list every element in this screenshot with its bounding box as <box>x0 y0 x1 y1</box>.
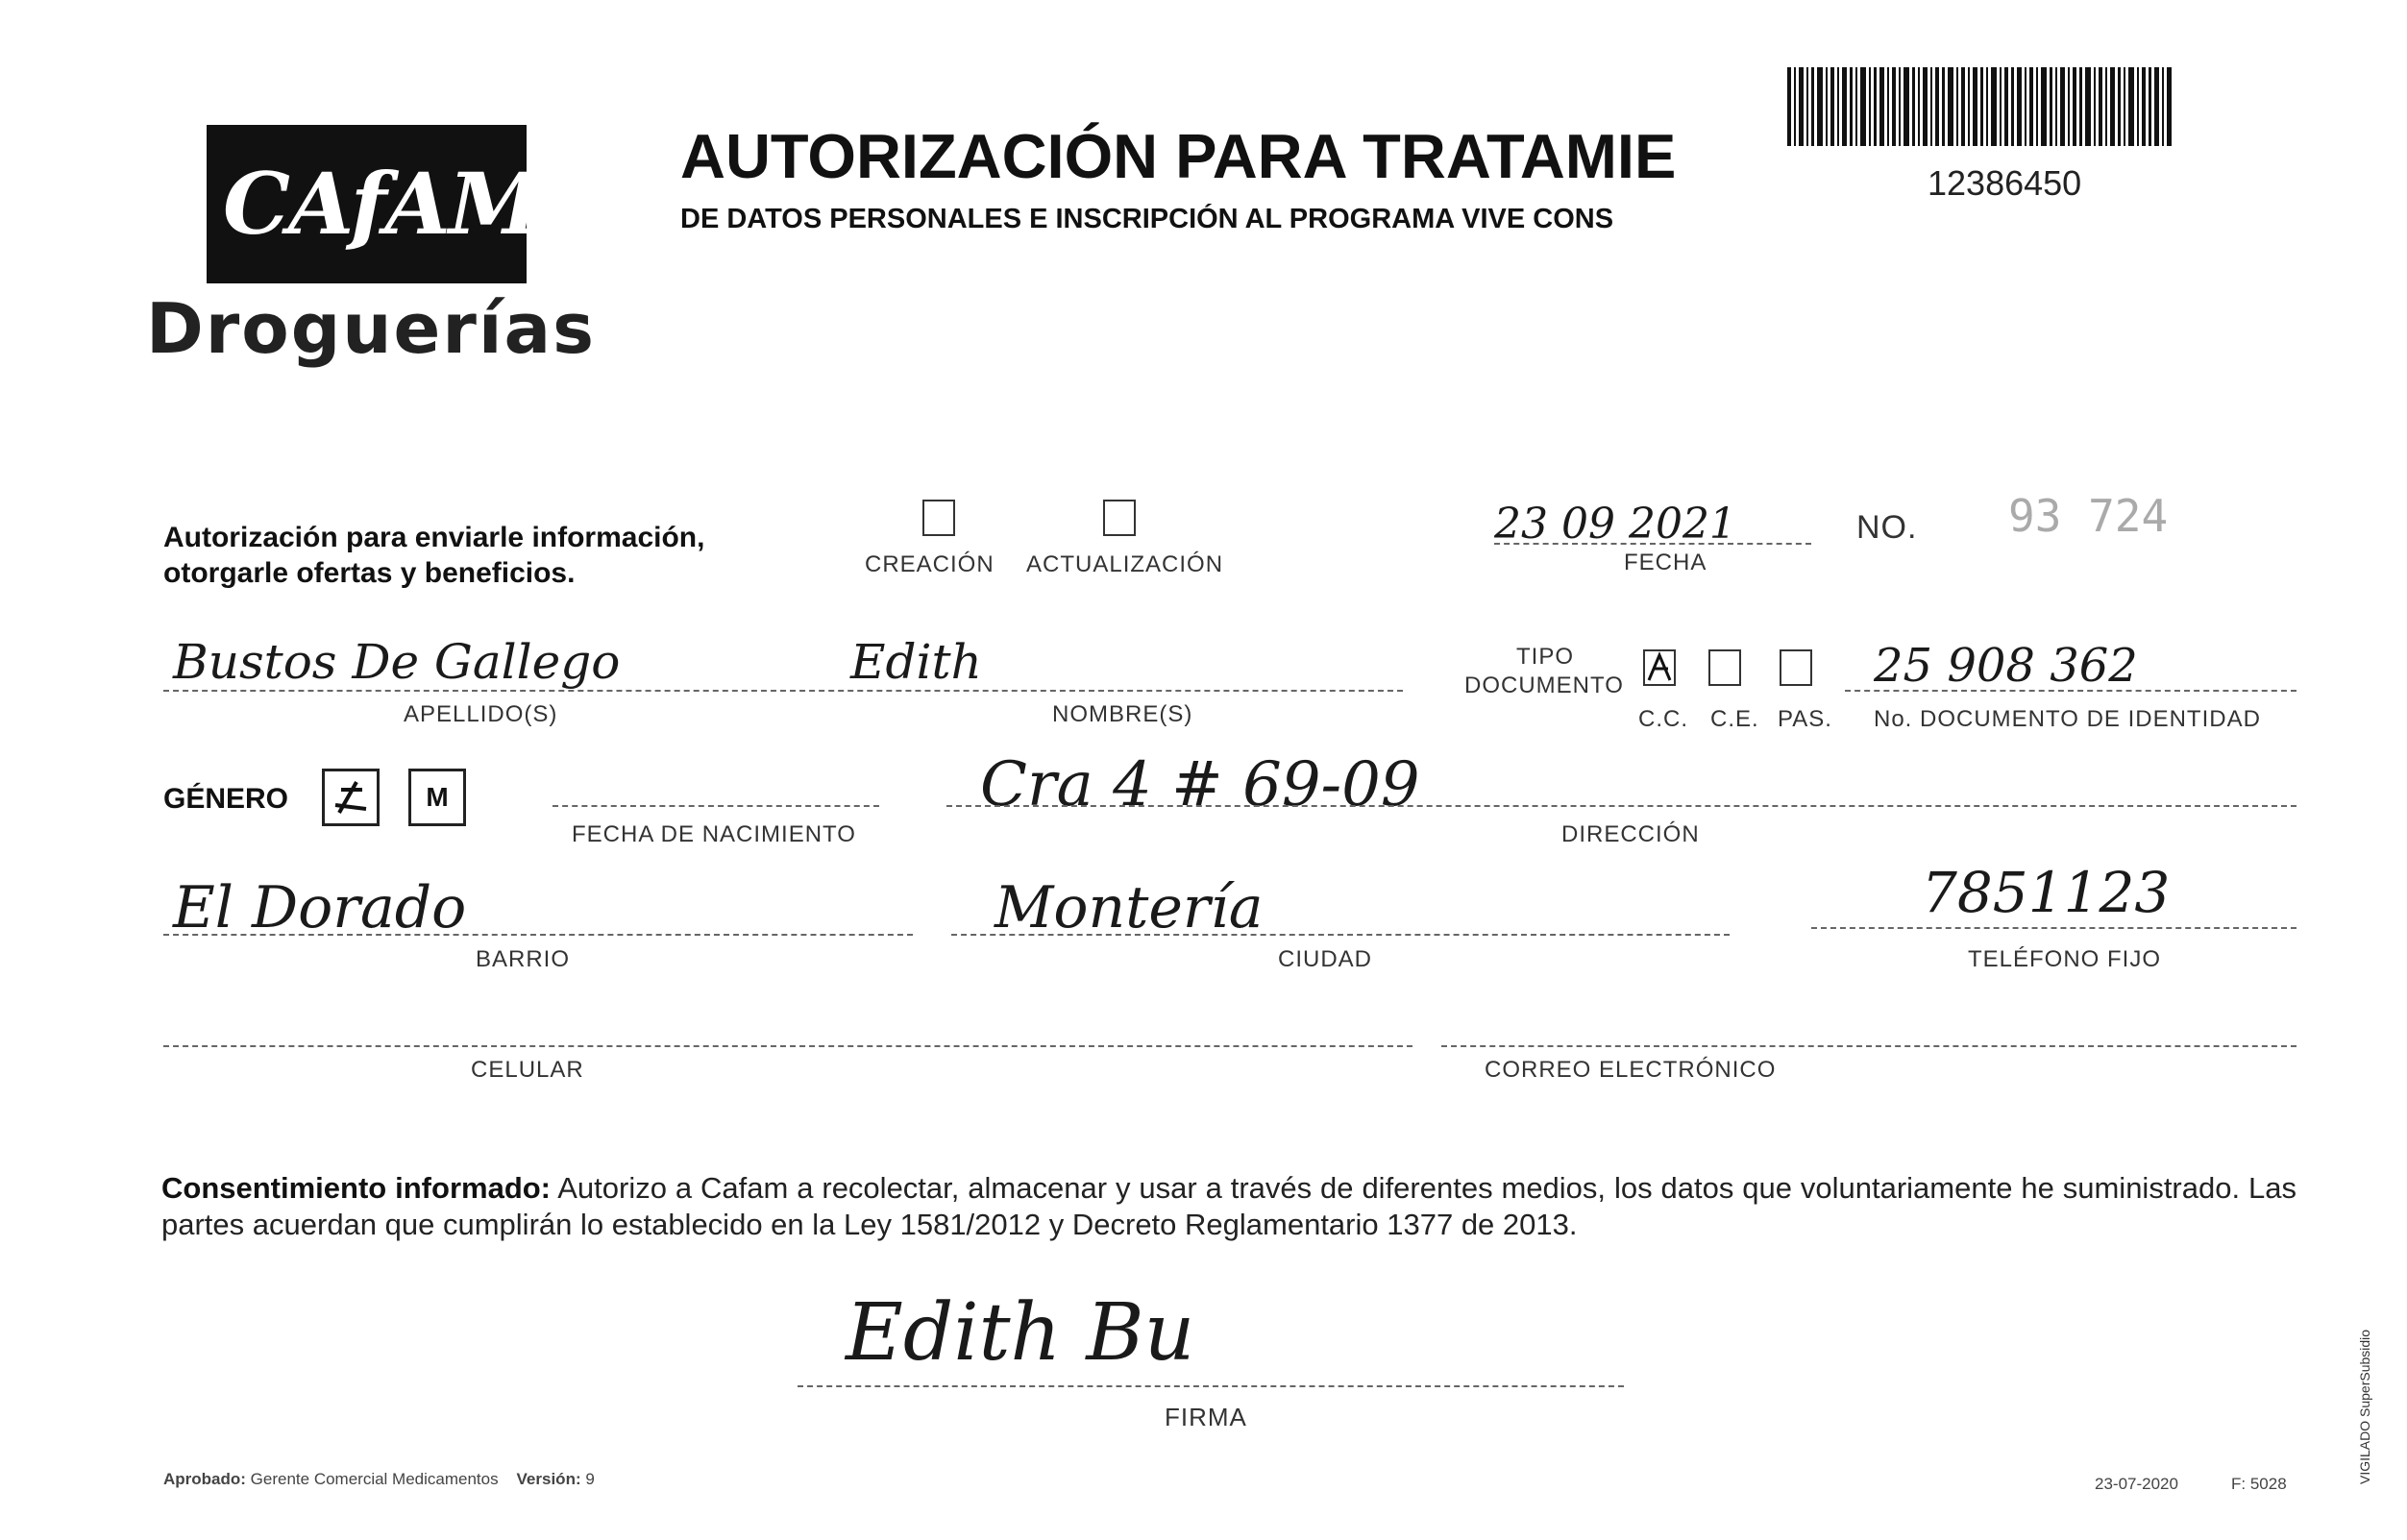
documento-label: No. DOCUMENTO DE IDENTIDAD <box>1874 706 2261 732</box>
ciudad-value[interactable]: Montería <box>995 874 1264 941</box>
tipo-pas-checkbox[interactable] <box>1780 649 1812 686</box>
celular-line <box>163 1045 1412 1047</box>
genero-label: GÉNERO <box>163 783 289 815</box>
version-value: 9 <box>585 1470 595 1488</box>
aprobado-value: Gerente Comercial Medicamentos <box>250 1470 499 1488</box>
footer-code: F: 5028 <box>2231 1475 2287 1493</box>
supersubsidio-seal-icon <box>2354 1287 2375 1489</box>
telefono-label: TELÉFONO FIJO <box>1968 946 2162 972</box>
version-label: Versión: <box>516 1470 581 1488</box>
page-subtitle: DE DATOS PERSONALES E INSCRIPCIÓN AL PROGRAMA VIVE CONS <box>680 204 1614 234</box>
fecha-value[interactable]: 23 09 2021 <box>1494 500 1736 549</box>
form-id-number: 12386450 <box>1928 163 2082 203</box>
actualizacion-label: ACTUALIZACIÓN <box>1026 551 1224 577</box>
nombre-label: NOMBRE(S) <box>1052 701 1193 727</box>
genero-f-checkbox[interactable] <box>322 769 380 826</box>
direccion-value[interactable]: Cra 4 # 69-09 <box>980 749 1420 820</box>
barrio-line <box>163 934 913 936</box>
genero-m-checkbox[interactable]: M <box>408 769 466 826</box>
celular-label: CELULAR <box>471 1057 584 1083</box>
barrio-value[interactable]: El Dorado <box>173 874 467 941</box>
telefono-value[interactable]: 7851123 <box>1922 860 2171 925</box>
ciudad-label: CIUDAD <box>1278 946 1373 972</box>
barcode-icon <box>1787 67 2172 146</box>
consent-text: Autorizo a Cafam a recolectar, almacenar y usar a través de diferentes medios, los datos que voluntariamente he suministrado. Las partes acuerdan que cumplirán lo establecido en la Ley 1581/2012 y Decreto Reglamentario 1377 de 2013. <box>161 1171 2296 1241</box>
tipo-cc-checkbox[interactable] <box>1643 649 1676 686</box>
direccion-label: DIRECCIÓN <box>1561 821 1700 847</box>
correo-label: CORREO ELECTRÓNICO <box>1485 1057 1777 1083</box>
telefono-line <box>1811 927 2296 929</box>
consent-heading: Consentimiento informado: <box>161 1171 552 1205</box>
firma-line <box>798 1385 1624 1387</box>
side-text: VIGILADO SuperSubsidio <box>2357 1329 2372 1484</box>
tipo-pas-label: PAS. <box>1778 706 1832 732</box>
documento-line <box>1845 690 2296 692</box>
numero-value: 93 724 <box>2008 490 2169 542</box>
creacion-checkbox[interactable] <box>922 500 955 536</box>
logo-subtitle: Droguerías <box>146 288 596 369</box>
tipo-label-2: DOCUMENTO <box>1464 672 1624 698</box>
consent-paragraph <box>161 1170 2296 1243</box>
footer-date: 23-07-2020 <box>2095 1475 2178 1493</box>
cafam-logo-text: CAfAM <box>223 154 541 254</box>
genero-f-mark-icon <box>330 776 372 819</box>
fecha-line <box>1494 543 1811 545</box>
page-title: AUTORIZACIÓN PARA TRATAMIE <box>680 121 1677 191</box>
apellidos-label: APELLIDO(S) <box>404 701 558 727</box>
fecha-nacimiento-line <box>553 805 879 807</box>
barrio-label: BARRIO <box>476 946 571 972</box>
tipo-label-1: TIPO <box>1516 644 1575 670</box>
documento-value[interactable]: 25 908 362 <box>1874 639 2138 693</box>
intro-line-2: otorgarle ofertas y beneficios. <box>163 557 576 589</box>
fecha-nacimiento-label: FECHA DE NACIMIENTO <box>572 821 856 847</box>
apellidos-nombre-line <box>163 690 1403 692</box>
tipo-cc-label: C.C. <box>1638 706 1688 732</box>
tipo-ce-label: C.E. <box>1710 706 1759 732</box>
correo-line <box>1441 1045 2296 1047</box>
numero-label: NO. <box>1856 509 1918 546</box>
fecha-label: FECHA <box>1624 550 1707 575</box>
tipo-ce-checkbox[interactable] <box>1708 649 1741 686</box>
nombre-value[interactable]: Edith <box>850 634 982 690</box>
firma-label: FIRMA <box>1165 1403 1247 1431</box>
apellidos-value[interactable]: Bustos De Gallego <box>173 634 621 690</box>
creacion-label: CREACIÓN <box>865 551 995 577</box>
actualizacion-checkbox[interactable] <box>1103 500 1136 536</box>
direccion-line <box>946 805 2296 807</box>
intro-line-1: Autorización para enviarle información, <box>163 522 705 553</box>
firma-signature[interactable]: Edith Bu <box>846 1287 1195 1379</box>
cc-checkmark-icon <box>1645 651 1674 684</box>
aprobado-label: Aprobado: <box>163 1470 246 1488</box>
footer-approval <box>163 1470 595 1489</box>
ciudad-line <box>951 934 1730 936</box>
